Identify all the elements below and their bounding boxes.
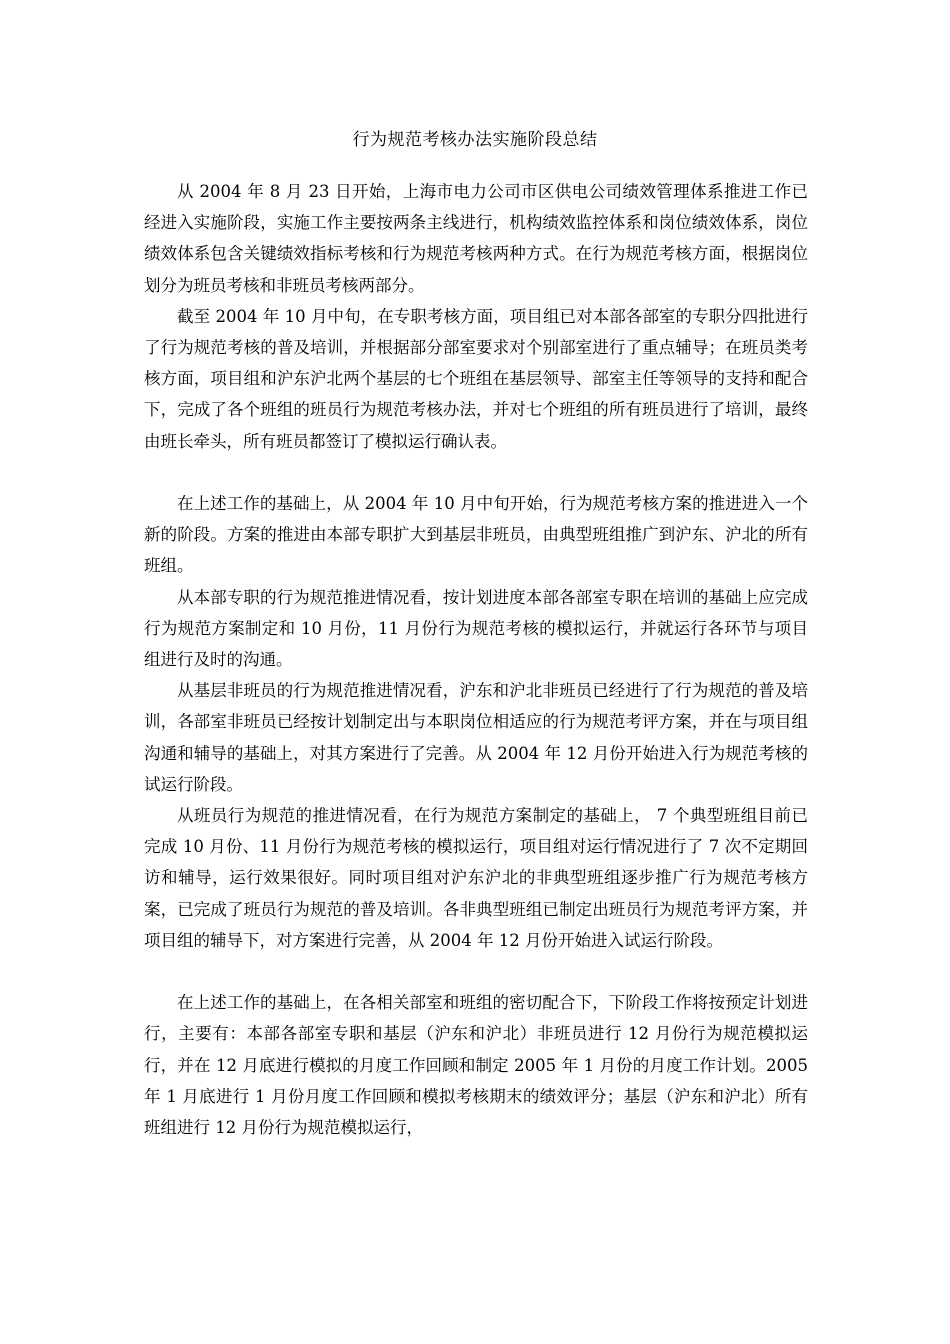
paragraph-7: 在上述工作的基础上，在各相关部室和班组的密切配合下，下阶段工作将按预定计划进行，主要有：本部各部室专职和基层（沪东和沪北）非班员进行 12 月份行为规范模拟运行，并在 12 月底进行模拟的月度工作回顾和制定 2005 年 1 月份的月度工作计划。2005 年 1 月底进行 1 月份月度工作回顾和模拟考核期末的绩效评分；基层（沪东和沪北）所有班组进行 12 月份行为规范模拟运行， [144,993,808,1138]
paragraph-6: 从班员行为规范的推进情况看，在行为规范方案制定的基础上， 7 个典型班组目前已完成 10 月份、11 月份行为规范考核的模拟运行，项目组对运行情况进行了 7 次不定期回访和辅导，运行效果很好。同时项目组对沪东沪北的非典型班组逐步推广行为规范考核方案，已完成了班员行为规范的普及培训。各非典型班组已制定出班员行为规范考评方案，并项目组的辅导下，对方案进行完善，从 2004 年 12 月份开始进入试运行阶段。 [144,806,808,950]
paragraph-4: 从本部专职的行为规范推进情况看，按计划进度本部各部室专职在培训的基础上应完成行为规范方案制定和 10 月份，11 月份行为规范考核的模拟运行，并就运行各环节与项目组进行及时的沟通。 [144,587,808,670]
paragraph-1: 从 2004 年 8 月 23 日开始，上海市电力公司市区供电公司绩效管理体系推进工作已经进入实施阶段，实施工作主要按两条主线进行，机构绩效监控体系和岗位绩效体系，岗位绩效体系包含关键绩效指标考核和行为规范考核两种方式。在行为规范考核方面，根据岗位划分为班员考核和非班员考核两部分。 [144,182,808,295]
paragraph-2: 截至 2004 年 10 月中旬，在专职考核方面，项目组已对本部各部室的专职分四批进行了行为规范考核的普及培训，并根据部分部室要求对个别部室进行了重点辅导；在班员类考核方面，项目组和沪东沪北两个基层的七个班组在基层领导、部室主任等领导的支持和配合下，完成了各个班组的班员行为规范考核办法，并对七个班组的所有班员进行了培训，最终由班长牵头，所有班员都签订了模拟运行确认表。 [144,306,808,451]
paragraph-3: 在上述工作的基础上，从 2004 年 10 月中旬开始，行为规范考核方案的推进进入一个新的阶段。方案的推进由本部专职扩大到基层非班员，由典型班组推广到沪东、沪北的所有班组。 [144,494,808,576]
document-title: 行为规范考核办法实施阶段总结 [352,130,598,150]
paragraph-5: 从基层非班员的行为规范推进情况看，沪东和沪北非班员已经进行了行为规范的普及培训，各部室非班员已经按计划制定出与本职岗位相适应的行为规范考评方案，并在与项目组沟通和辅导的基础上，对其方案进行了完善。从 2004 年 12 月份开始进入行为规范考核的试运行阶段。 [144,681,808,794]
document-body [144,176,808,1143]
